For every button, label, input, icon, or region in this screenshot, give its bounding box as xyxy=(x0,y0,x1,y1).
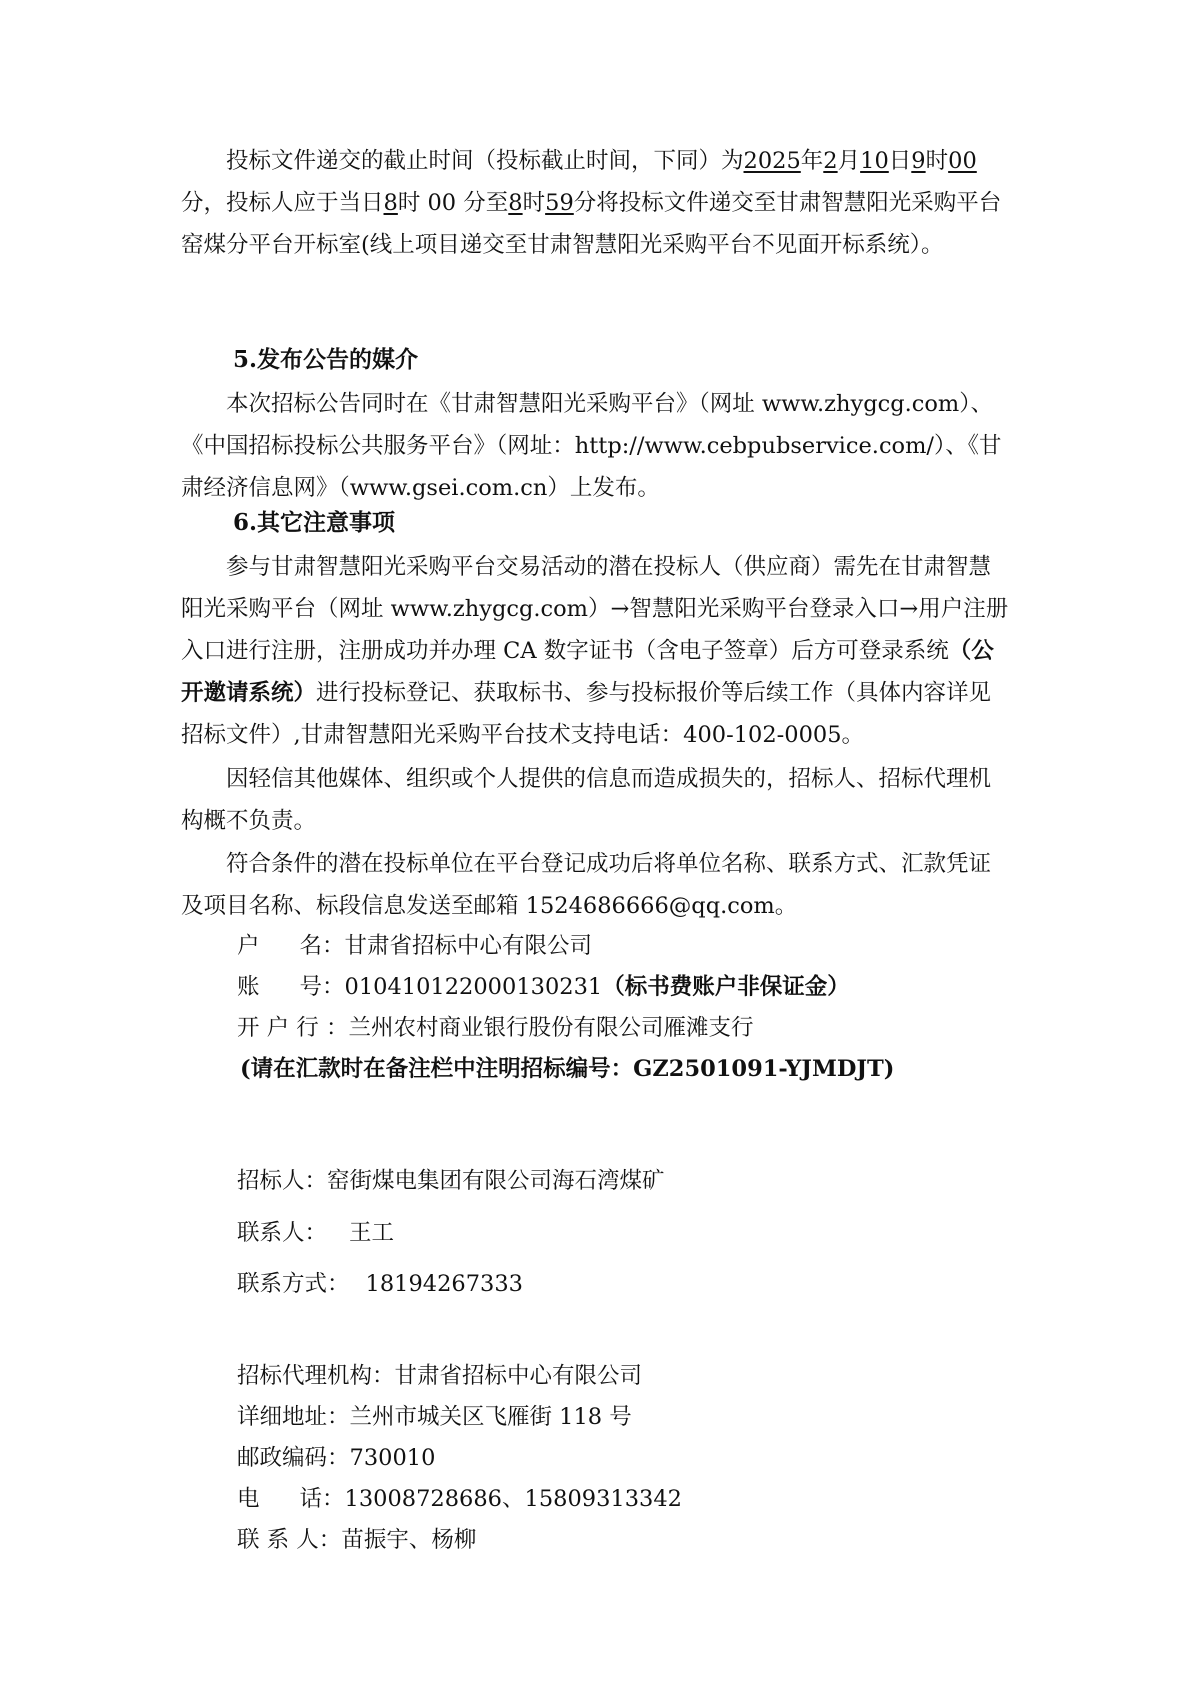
label: 招标代理机构： xyxy=(237,1363,395,1389)
bank-line xyxy=(237,1008,753,1048)
text: 投标文件递交的截止时间（投标截止时间，下同）为 xyxy=(226,148,744,174)
tenderer-phone: 18194267333 xyxy=(365,1271,523,1297)
label: 详细地址： xyxy=(237,1404,350,1430)
agency-tel-line xyxy=(237,1479,682,1519)
section-6-heading: 6.其它注意事项 xyxy=(233,509,396,536)
text: 分将投标文件递交至甘肃智慧阳光采购平台窑煤分平台开标室(线上项目递交至甘肃智慧阳光采购平台不见面开标系统）。 xyxy=(181,190,1002,258)
agency-tel: 13008728686、15809313342 xyxy=(344,1486,682,1512)
tenderer-line xyxy=(237,1161,665,1201)
section-6-paragraph-3: 符合条件的潜在投标单位在平台登记成功后将单位名称、联系方式、汇款凭证及项目名称、标段信息发送至邮箱 1524686666@qq.com。 xyxy=(181,851,992,919)
deadline-month: 2 xyxy=(823,148,838,174)
deadline-paragraph xyxy=(181,140,1011,266)
deadline-year: 2025 xyxy=(743,148,801,174)
tenderer-phone-line xyxy=(237,1264,523,1304)
emphasis-text: （公开邀请系统） xyxy=(181,638,994,706)
deadline-minute: 00 xyxy=(948,148,977,174)
label: 话： xyxy=(299,1486,345,1512)
label: 联系方式： xyxy=(237,1271,350,1297)
account-number: 010410122000130231 xyxy=(344,974,603,1000)
label: 电 xyxy=(237,1486,260,1512)
bank-name: 兰州农村商业银行股份有限公司雁滩支行 xyxy=(348,1015,754,1041)
submit-end-hour: 8 xyxy=(508,190,523,216)
agency-contact-line xyxy=(237,1520,476,1560)
label: 邮政编码： xyxy=(237,1445,350,1471)
account-name-line xyxy=(237,926,592,966)
label: 户 xyxy=(237,933,260,959)
label: 招标人： xyxy=(237,1168,328,1194)
label: 联 系 人： xyxy=(237,1527,342,1553)
label: 账 xyxy=(237,974,260,1000)
tenderer-name: 窑街煤电集团有限公司海石湾煤矿 xyxy=(327,1168,665,1194)
text: 时 xyxy=(522,190,546,216)
tenderer-contact: 王工 xyxy=(349,1220,395,1246)
section-6-paragraph-1 xyxy=(181,546,1011,756)
text: 分，投标人应于当日 xyxy=(181,190,384,216)
text: 年 xyxy=(800,148,824,174)
agency-address-line xyxy=(237,1397,632,1437)
agency-zip: 730010 xyxy=(349,1445,436,1471)
agency-line xyxy=(237,1356,642,1396)
label: 名： xyxy=(299,933,345,959)
account-name: 甘肃省招标中心有限公司 xyxy=(344,933,593,959)
label: 开 户 行 ： xyxy=(237,1015,349,1041)
section-6-paragraph-2: 因轻信其他媒体、组织或个人提供的信息而造成损失的，招标人、招标代理机构概不负责。 xyxy=(181,766,992,834)
text: 日 xyxy=(888,148,912,174)
remittance-remark: (请在汇款时在备注栏中注明招标编号：GZ2501091-YJMDJT) xyxy=(240,1056,895,1082)
section-5-heading: 5.发布公告的媒介 xyxy=(233,346,419,373)
submit-start-hour: 8 xyxy=(383,190,398,216)
text: 月 xyxy=(837,148,861,174)
deadline-hour: 9 xyxy=(911,148,926,174)
agency-name: 甘肃省招标中心有限公司 xyxy=(394,1363,643,1389)
label: 号： xyxy=(299,974,345,1000)
account-note: （标书费账户非保证金） xyxy=(602,974,850,1000)
label: 联系人： xyxy=(237,1220,328,1246)
text: 进行投标登记、获取标书、参与投标报价等后续工作（具体内容详见招标文件）,甘肃智慧阳光采购平台技术支持电话：400-102-0005。 xyxy=(181,680,992,748)
text: 时 00 分至 xyxy=(397,190,509,216)
agency-contact: 苗振宇、杨柳 xyxy=(341,1527,477,1553)
section-5-text: 本次招标公告同时在《甘肃智慧阳光采购平台》（网址 www.zhygcg.com）、《中国招标投标公共服务平台》（网址：http://www.cebpubservice.com/）、《甘肃经济信息网》（www.gsei.com.cn）上发布。 xyxy=(181,391,1002,501)
tenderer-contact-line xyxy=(237,1213,394,1253)
deadline-day: 10 xyxy=(860,148,889,174)
text: 参与甘肃智慧阳光采购平台交易活动的潜在投标人（供应商）需先在甘肃智慧阳光采购平台（网址 www.zhygcg.com）→智慧阳光采购平台登录入口→用户注册入口进行注册，注册成功并办理 CA 数字证书（含电子签章）后方可登录系统 xyxy=(181,554,1009,664)
agency-address: 兰州市城关区飞雁街 118 号 xyxy=(349,1404,632,1430)
submit-end-minute: 59 xyxy=(545,190,574,216)
account-number-line xyxy=(237,967,850,1007)
text: 时 xyxy=(925,148,949,174)
agency-zip-line xyxy=(237,1438,435,1478)
